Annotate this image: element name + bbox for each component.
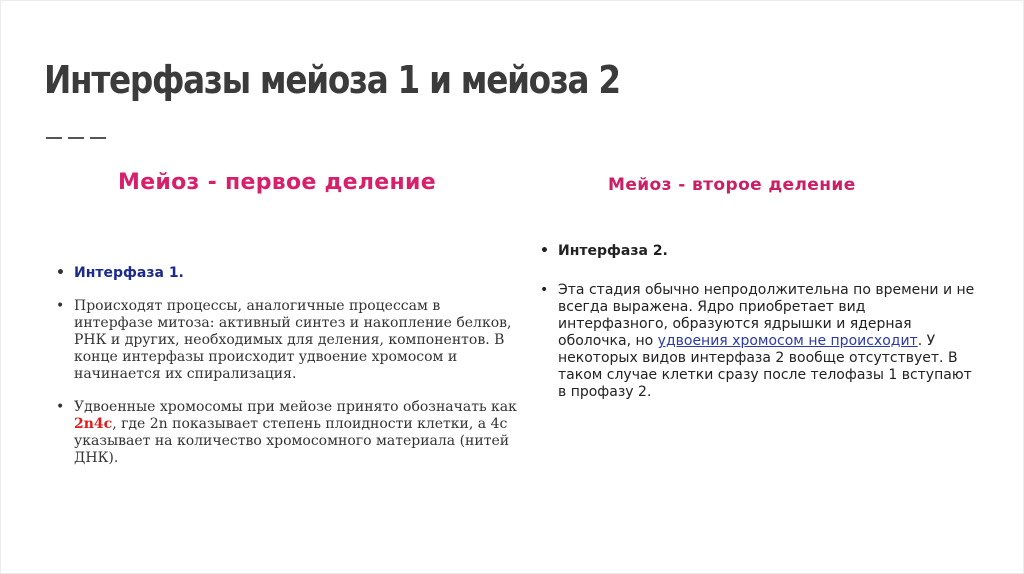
- meiosis1-list: [52, 265, 522, 467]
- interphase2-text-end: . У некоторых видов интерфаза 2 вообще отсутствует. В таком случае клетки сразу после телофазы 1 вступают в профазу 2.: [558, 333, 972, 400]
- interphase2-text-start: Эта стадия обычно непродолжительна по времени и не всегда выражена. Ядро приобретает вид интерфазного, образуются ядрышки и ядерная оболочка, но: [558, 282, 975, 349]
- meiosis1-column: [52, 166, 522, 467]
- slide-title: Интерфазы мейоза 1 и мейоза 2: [44, 58, 620, 102]
- interphase2-description: [538, 282, 978, 401]
- notation-highlight: 2n4c: [74, 416, 113, 432]
- dash: [90, 137, 106, 139]
- notation-text-end: , где 2n показывает степень плоидности клетки, а 4c указывает на количество хромосомного материала (нитей ДНК).: [74, 416, 510, 466]
- meiosis2-heading: Мейоз - второе деление: [608, 175, 856, 195]
- dash: [68, 137, 84, 139]
- interphase1-item: • Интерфаза 1.: [52, 265, 522, 282]
- dash: [46, 137, 62, 139]
- meiosis2-column: [538, 172, 978, 401]
- interphase1-description: • Происходят процессы, аналогичные процессам в интерфазе митоза: активный синтез и накопление белков, РНК и других, необходимых для деления, компонентов. В конце интерфазы происходит удвоение хромосом и начинается их спирализация.: [52, 298, 522, 383]
- no-duplication-link[interactable]: удвоения хромосом не происходит: [657, 333, 918, 349]
- title-underline-dashes: [46, 137, 106, 139]
- meiosis1-heading: Мейоз - первое деление: [118, 170, 436, 195]
- interphase2-item: • Интерфаза 2.: [538, 243, 978, 260]
- chromosome-notation-item: [52, 399, 522, 467]
- notation-text-start: Удвоенные хромосомы при мейозе принято обозначать как: [74, 399, 517, 415]
- meiosis2-list: [538, 243, 978, 401]
